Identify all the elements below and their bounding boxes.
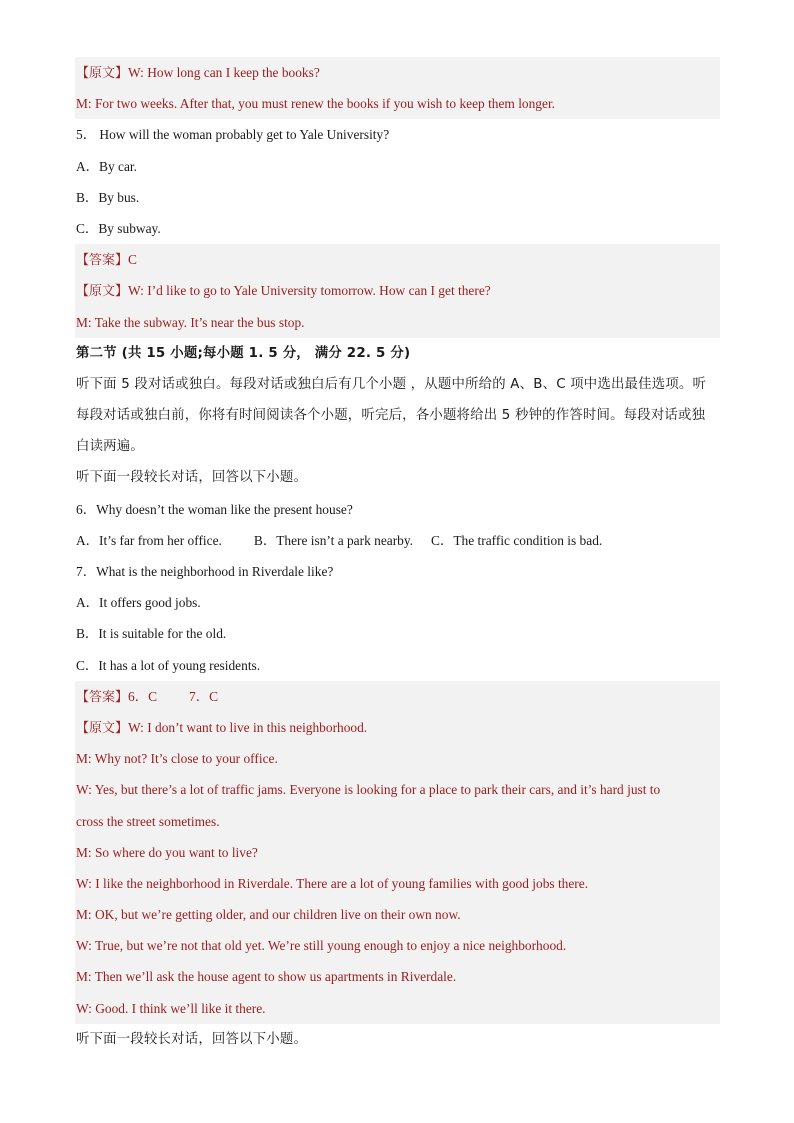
document-page	[75, 57, 720, 1055]
original-label: 【原文】	[76, 66, 129, 81]
dialogue-intro: 听下面一段较长对话，回答以下小题。	[76, 470, 308, 486]
q6-question: 6．Why doesn’t the woman like the present house?	[76, 501, 353, 517]
q5-answer-line	[75, 244, 720, 275]
script-text-1: W: I don’t want to live in this neighborhood.	[128, 719, 368, 735]
script-line-3: W: Yes, but there’s a lot of traffic jams. Everyone is looking for a place to park their cars, and it’s hard just to	[75, 774, 720, 805]
section2-instructions-3: 白读两遍。	[76, 439, 144, 455]
q7-option-a: A．It offers good jobs.	[76, 595, 201, 611]
script-line-1	[75, 712, 720, 743]
script-line-9: M: Then we’ll ask the house agent to show us apartments in Riverdale.	[75, 961, 720, 992]
q7-option-b: B．It is suitable for the old.	[76, 626, 227, 642]
script-line-8: W: True, but we’re not that old yet. We’re still young enough to enjoy a nice neighborhood.	[75, 930, 720, 961]
q5-script-m: M: Take the subway. It’s near the bus stop.	[75, 307, 720, 338]
section2-title: 第二节 (共 15 小题;每小题 1. 5 分， 满分 22. 5 分)	[76, 345, 411, 361]
q4-script-w: W: How long can I keep the books?	[128, 65, 320, 80]
q4-script-m-line	[75, 88, 720, 119]
q6-options-row	[75, 525, 720, 556]
script-line-4: cross the street sometimes.	[75, 806, 720, 837]
q6-option-c: C．The traffic condition is bad.	[431, 532, 603, 548]
q5-option-b: B．By bus.	[76, 189, 140, 205]
q4-script-w-line	[75, 57, 720, 88]
q6-option-a: A．It’s far from her office.	[76, 532, 222, 548]
section2-instructions-1: 听下面 5 段对话或独白。每段对话或独白后有几个小题 ，从题中所给的 A、B、C 项中选出最佳选项。听	[76, 376, 707, 392]
script-line-2: M: Why not? It’s close to your office.	[75, 743, 720, 774]
q7-option-c: C．It has a lot of young residents.	[76, 657, 261, 673]
q5-script-w: W: I’d like to go to Yale University tomorrow. How can I get there?	[128, 283, 491, 299]
next-dialogue-intro: 听下面一段较长对话，回答以下小题。	[76, 1031, 308, 1047]
answers-6-7-line	[75, 681, 720, 712]
q4-script-m: M: For two weeks. After that, you must renew the books if you wish to keep them longer.	[76, 96, 556, 112]
answer-label: 【答案】	[76, 689, 129, 705]
original-label: 【原文】	[76, 284, 129, 300]
section2-instructions-2: 每段对话或独白前，你将有时间阅读各个小题，听完后，各小题将给出 5 秒钟的作答时间。每段对话或独	[76, 408, 706, 424]
q5-option-a: A．By car.	[76, 158, 137, 174]
answer-6: 6．C	[128, 688, 158, 704]
script-line-10: W: Good. I think we’ll like it there.	[75, 993, 720, 1024]
q7-question: 7．What is the neighborhood in Riverdale like?	[76, 564, 334, 579]
q5-question: 5． How will the woman probably get to Yale University?	[76, 127, 390, 143]
q6-option-b: B．There isn’t a park nearby.	[253, 532, 414, 548]
answer-label: 【答案】	[76, 253, 129, 269]
original-label: 【原文】	[76, 720, 129, 736]
q5-answer: C	[128, 252, 137, 268]
q5-option-c: C．By subway.	[76, 220, 161, 236]
script-line-5: M: So where do you want to live?	[75, 837, 720, 868]
answer-7: 7．C	[189, 688, 219, 704]
q5-script-w-line	[75, 275, 720, 306]
script-line-7: M: OK, but we’re getting older, and our children live on their own now.	[75, 899, 720, 930]
script-line-6: W: I like the neighborhood in Riverdale. There are a lot of young families with good jobs there.	[75, 868, 720, 899]
